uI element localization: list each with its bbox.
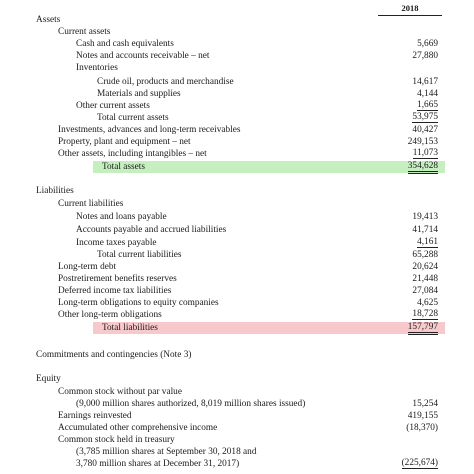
- row-label: Common stock without par value: [58, 387, 182, 397]
- row-label: Current assets: [58, 27, 111, 37]
- row-label: Other assets, including intangibles – net: [58, 149, 207, 159]
- row-crude-oil: [0, 76, 474, 88]
- row-label: Inventories: [76, 63, 118, 73]
- row-investments: [0, 124, 474, 136]
- row-label: Total assets: [102, 162, 145, 172]
- row-value: 19,413: [412, 212, 438, 222]
- row-label: Equity: [36, 374, 61, 384]
- row-inventories: [0, 62, 474, 74]
- row-label: Income taxes payable: [76, 238, 157, 248]
- row-label: Long-term obligations to equity companies: [58, 298, 219, 308]
- row-value: 4,161: [417, 237, 438, 247]
- row-label: Investments, advances and long-term receivables: [58, 125, 241, 135]
- year-column-header: 2018: [378, 3, 442, 16]
- row-label: Other current assets: [76, 101, 150, 111]
- row-assets-heading: [0, 14, 474, 26]
- row-label: Long-term debt: [58, 262, 117, 272]
- row-label: Earnings reinvested: [58, 411, 132, 421]
- row-value: (18,370): [406, 423, 438, 433]
- row-income-taxes: [0, 237, 474, 249]
- row-other-obligations: [0, 309, 474, 321]
- row-value: 1,665: [417, 100, 438, 110]
- row-value: (225,674): [401, 458, 438, 468]
- row-total-liabilities: [0, 322, 474, 334]
- row-value: 20,624: [412, 262, 438, 272]
- row-label: Cash and cash equivalents: [76, 39, 174, 49]
- row-long-term-debt: [0, 261, 474, 273]
- row-liabilities-heading: [0, 185, 474, 197]
- row-receivables: [0, 50, 474, 62]
- row-label: Total liabilities: [102, 323, 158, 333]
- row-value: 40,427: [412, 125, 438, 135]
- row-label: (3,785 million shares at September 30, 2018 and: [76, 447, 257, 457]
- row-label: Property, plant and equipment – net: [58, 137, 191, 147]
- row-value: 419,155: [407, 411, 438, 421]
- row-label: Materials and supplies: [97, 89, 181, 99]
- row-value: 4,144: [417, 89, 438, 99]
- row-value: 249,153: [407, 137, 438, 147]
- row-label: (9,000 million shares authorized, 8,019 million shares issued): [76, 399, 306, 409]
- row-label: Notes and accounts receivable – net: [76, 51, 210, 61]
- row-label: Total current liabilities: [97, 250, 182, 260]
- row-total-current-assets: [0, 112, 474, 124]
- row-treasury-shares-line1: [0, 446, 474, 458]
- row-treasury-stock: [0, 434, 474, 446]
- row-value: 41,714: [412, 225, 438, 235]
- row-notes-payable: [0, 211, 474, 223]
- row-cash: [0, 38, 474, 50]
- row-label: 3,780 million shares at December 31, 2017): [76, 459, 240, 469]
- row-accounts-payable: [0, 224, 474, 236]
- row-current-assets: [0, 26, 474, 38]
- row-aoci: [0, 422, 474, 434]
- row-current-liabilities: [0, 198, 474, 210]
- row-ppe: [0, 136, 474, 148]
- row-value: 53,975: [412, 112, 438, 122]
- row-value: 21,448: [412, 274, 438, 284]
- row-total-assets: [0, 161, 474, 173]
- row-earnings-reinvested: [0, 410, 474, 422]
- row-commitments: [0, 349, 474, 361]
- row-value: 354,628: [408, 161, 438, 174]
- row-value: 11,073: [412, 148, 438, 158]
- row-label: Postretirement benefits reserves: [58, 274, 177, 284]
- row-total-current-liabilities: [0, 249, 474, 261]
- row-label: Accounts payable and accrued liabilities: [76, 225, 227, 235]
- row-materials: [0, 88, 474, 100]
- row-equity-heading: [0, 373, 474, 385]
- row-label: Assets: [36, 15, 61, 25]
- row-value: 27,880: [412, 51, 438, 61]
- row-value: 5,669: [417, 39, 438, 49]
- row-common-stock: [0, 386, 474, 398]
- row-label: Accumulated other comprehensive income: [58, 423, 218, 433]
- row-label: Notes and loans payable: [76, 212, 167, 222]
- row-other-current-assets: [0, 100, 474, 112]
- row-equity-obligations: [0, 297, 474, 309]
- row-label: Other long-term obligations: [58, 310, 162, 320]
- row-label: Current liabilities: [58, 199, 124, 209]
- row-other-assets: [0, 148, 474, 160]
- row-label: Commitments and contingencies (Note 3): [36, 350, 192, 360]
- row-value: 157,797: [408, 322, 438, 335]
- row-label: Deferred income tax liabilities: [58, 286, 172, 296]
- row-deferred-tax: [0, 285, 474, 297]
- row-value: 18,728: [412, 309, 438, 319]
- row-value: 27,084: [412, 286, 438, 296]
- row-postretirement: [0, 273, 474, 285]
- row-label: Total current assets: [97, 113, 169, 123]
- row-value: 4,625: [417, 298, 438, 308]
- row-value: 15,254: [412, 399, 438, 409]
- row-value: 14,617: [412, 77, 438, 87]
- row-shares-issued: [0, 398, 474, 410]
- row-label: Crude oil, products and merchandise: [97, 77, 234, 87]
- row-label: Common stock held in treasury: [58, 435, 175, 445]
- row-treasury-shares-line2: [0, 458, 474, 470]
- row-value: 65,288: [412, 250, 438, 260]
- row-label: Liabilities: [36, 186, 74, 196]
